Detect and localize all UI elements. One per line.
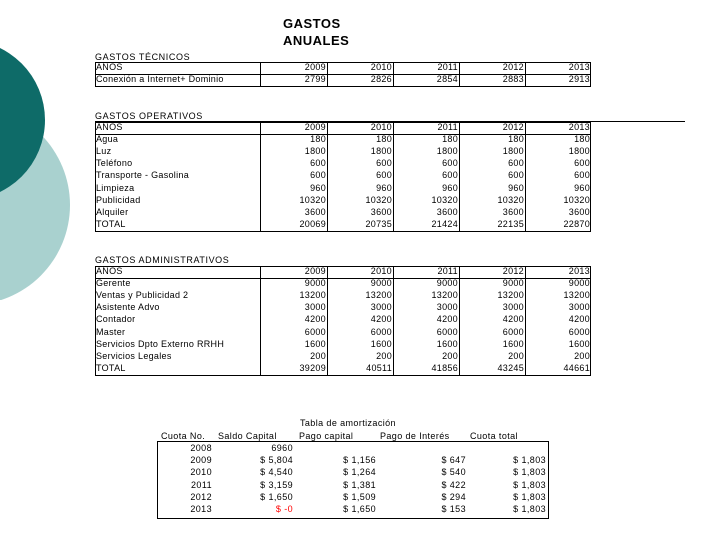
value-cell: 600 [376, 158, 392, 169]
header-label: AÑOS [96, 62, 123, 72]
amort-header-4: Cuota total [470, 431, 518, 441]
page-title [283, 15, 349, 49]
teal-circles-graphic [0, 0, 80, 300]
row-label: Luz [96, 146, 112, 157]
value-cell: 22870 [563, 218, 590, 229]
value-cell: 1600 [370, 338, 392, 349]
value-cell: 180 [508, 134, 524, 145]
amort-total-cell: $ 1,803 [513, 504, 546, 514]
value-cell: 200 [442, 350, 458, 361]
value-cell: 600 [574, 158, 590, 169]
section-title-tecnicos: GASTOS TÉCNICOS [95, 52, 191, 62]
value-cell: 10320 [365, 194, 392, 205]
year-header-cell: 2012 [502, 122, 524, 132]
value-cell: 1600 [304, 338, 326, 349]
title-line-1: GASTOS [283, 16, 341, 31]
value-cell: 2883 [502, 74, 524, 84]
amort-pago-cell: $ 1,650 [343, 504, 376, 514]
value-cell: 600 [442, 158, 458, 169]
value-cell: 9000 [304, 278, 326, 289]
value-cell: 4200 [568, 314, 590, 325]
year-header-cell: 2011 [437, 62, 458, 72]
value-cell: 600 [508, 170, 524, 181]
row-label: Transporte - Gasolina [96, 170, 190, 181]
value-cell: 200 [574, 350, 590, 361]
row-label: Limpieza [96, 182, 135, 193]
amort-total-cell: $ 1,803 [513, 479, 546, 490]
value-cell: 20735 [365, 218, 392, 229]
value-cell: 3600 [436, 206, 458, 217]
value-cell: 960 [442, 182, 458, 193]
value-cell: 1600 [436, 338, 458, 349]
value-cell: 2854 [436, 74, 458, 84]
value-cell: 2799 [304, 74, 326, 84]
value-cell: 3000 [568, 302, 590, 313]
year-header-cell: 2011 [437, 122, 458, 132]
amort-interes-cell: $ 647 [441, 455, 466, 466]
value-cell: 600 [310, 170, 326, 181]
row-label: Asistente Advo [96, 302, 160, 313]
amort-interes-cell: $ 153 [441, 504, 466, 514]
amort-pago-cell: $ 1,156 [343, 455, 376, 466]
amort-total-cell: $ 1,803 [513, 491, 546, 502]
header-label: AÑOS [96, 122, 123, 132]
row-label: TOTAL [96, 218, 126, 229]
value-cell: 6000 [502, 326, 524, 337]
amort-saldo-cell: $ 3,159 [260, 479, 293, 490]
amort-cuota-cell: 2008 [190, 443, 212, 453]
amort-header-2: Pago capital [299, 431, 354, 441]
amort-pago-cell: $ 1,509 [343, 491, 376, 502]
value-cell: 960 [574, 182, 590, 193]
row-label: Master [96, 326, 126, 337]
value-cell: 4200 [370, 314, 392, 325]
value-cell: 600 [442, 170, 458, 181]
year-header-cell: 2010 [370, 266, 392, 276]
amort-saldo-cell: $ 5,804 [260, 455, 293, 466]
value-cell: 1600 [502, 338, 524, 349]
value-cell: 3000 [436, 302, 458, 313]
value-cell: 200 [508, 350, 524, 361]
value-cell: 3600 [304, 206, 326, 217]
row-label: Contador [96, 314, 136, 325]
value-cell: 44661 [563, 362, 590, 373]
value-cell: 3000 [304, 302, 326, 313]
value-cell: 9000 [568, 278, 590, 289]
value-cell: 6000 [568, 326, 590, 337]
row-label: Ventas y Publicidad 2 [96, 290, 189, 301]
year-header-cell: 2013 [568, 62, 590, 72]
value-cell: 21424 [431, 218, 458, 229]
value-cell: 41856 [431, 362, 458, 373]
value-cell: 3000 [370, 302, 392, 313]
amort-header-1: Saldo Capital [218, 431, 277, 441]
amort-cuota-cell: 2010 [190, 467, 212, 478]
value-cell: 39209 [299, 362, 326, 373]
value-cell: 3600 [502, 206, 524, 217]
year-header-cell: 2010 [370, 62, 392, 72]
year-header-cell: 2012 [502, 62, 524, 72]
value-cell: 13200 [563, 290, 590, 301]
value-cell: 10320 [299, 194, 326, 205]
value-cell: 13200 [497, 290, 524, 301]
section-title-operativos: GASTOS OPERATIVOS [95, 111, 203, 121]
value-cell: 600 [376, 170, 392, 181]
value-cell: 9000 [502, 278, 524, 289]
amort-saldo-cell: $ 1,650 [260, 491, 293, 502]
value-cell: 3600 [370, 206, 392, 217]
value-cell: 6000 [436, 326, 458, 337]
value-cell: 1800 [304, 146, 326, 157]
value-cell: 13200 [365, 290, 392, 301]
amort-header-3: Pago de Interés [380, 431, 450, 441]
value-cell: 1800 [436, 146, 458, 157]
row-label: Servicios Legales [96, 350, 172, 361]
value-cell: 4200 [304, 314, 326, 325]
value-cell: 9000 [436, 278, 458, 289]
row-label: Conexión a Internet+ Dominio [96, 74, 224, 84]
year-header-cell: 2013 [568, 122, 590, 132]
value-cell: 3600 [568, 206, 590, 217]
row-label: TOTAL [96, 362, 126, 373]
value-cell: 600 [310, 158, 326, 169]
value-cell: 1800 [502, 146, 524, 157]
value-cell: 43245 [497, 362, 524, 373]
value-cell: 6000 [370, 326, 392, 337]
amort-interes-cell: $ 540 [441, 467, 466, 478]
value-cell: 1600 [568, 338, 590, 349]
amort-saldo-cell: $ -0 [275, 504, 293, 514]
year-header-cell: 2012 [502, 266, 524, 276]
value-cell: 10320 [497, 194, 524, 205]
year-header-cell: 2009 [304, 62, 326, 72]
value-cell: 9000 [370, 278, 392, 289]
value-cell: 2913 [568, 74, 590, 84]
year-header-cell: 2010 [370, 122, 392, 132]
amort-header-0: Cuota No. [161, 431, 206, 441]
row-label: Agua [96, 134, 119, 145]
amort-saldo-cell: 6960 [271, 443, 293, 453]
amort-total-cell: $ 1,803 [513, 467, 546, 478]
value-cell: 10320 [431, 194, 458, 205]
value-cell: 4200 [436, 314, 458, 325]
row-label: Gerente [96, 278, 131, 289]
amort-pago-cell: $ 1,381 [343, 479, 376, 490]
value-cell: 600 [574, 170, 590, 181]
value-cell: 6000 [304, 326, 326, 337]
row-label: Publicidad [96, 194, 141, 205]
year-header-cell: 2009 [304, 122, 326, 132]
value-cell: 40511 [366, 362, 392, 373]
value-cell: 960 [508, 182, 524, 193]
title-line-2: ANUALES [283, 33, 350, 48]
value-cell: 13200 [431, 290, 458, 301]
row-label: Alquiler [96, 206, 129, 217]
row-label: Teléfono [96, 158, 133, 169]
value-cell: 22135 [497, 218, 524, 229]
value-cell: 200 [376, 350, 392, 361]
amort-pago-cell: $ 1,264 [343, 467, 376, 478]
year-header-cell: 2009 [304, 266, 326, 276]
value-cell: 180 [310, 134, 326, 145]
value-cell: 10320 [563, 194, 590, 205]
row-label: Servicios Dpto Externo RRHH [96, 338, 225, 349]
amort-cuota-cell: 2013 [190, 504, 212, 514]
value-cell: 960 [376, 182, 392, 193]
amortization-title: Tabla de amortización [300, 418, 396, 428]
amort-cuota-cell: 2009 [190, 455, 212, 466]
amort-total-cell: $ 1,803 [513, 455, 546, 466]
section-title-administrativos: GASTOS ADMINISTRATIVOS [95, 255, 230, 265]
value-cell: 13200 [299, 290, 326, 301]
value-cell: 1800 [370, 146, 392, 157]
value-cell: 180 [376, 134, 392, 145]
year-header-cell: 2011 [437, 266, 458, 276]
amort-interes-cell: $ 422 [441, 479, 466, 490]
value-cell: 1800 [568, 146, 590, 157]
amort-cuota-cell: 2011 [191, 479, 212, 490]
amort-cuota-cell: 2012 [190, 491, 212, 502]
value-cell: 180 [442, 134, 458, 145]
value-cell: 3000 [502, 302, 524, 313]
value-cell: 4200 [502, 314, 524, 325]
value-cell: 960 [310, 182, 326, 193]
value-cell: 200 [310, 350, 326, 361]
value-cell: 600 [508, 158, 524, 169]
header-label: AÑOS [96, 266, 123, 276]
amort-interes-cell: $ 294 [441, 491, 466, 502]
value-cell: 2826 [370, 74, 392, 84]
value-cell: 180 [574, 134, 590, 145]
value-cell: 20069 [299, 218, 326, 229]
decorative-circles [0, 0, 80, 300]
year-header-cell: 2013 [568, 266, 590, 276]
amort-saldo-cell: $ 4,540 [260, 467, 293, 478]
